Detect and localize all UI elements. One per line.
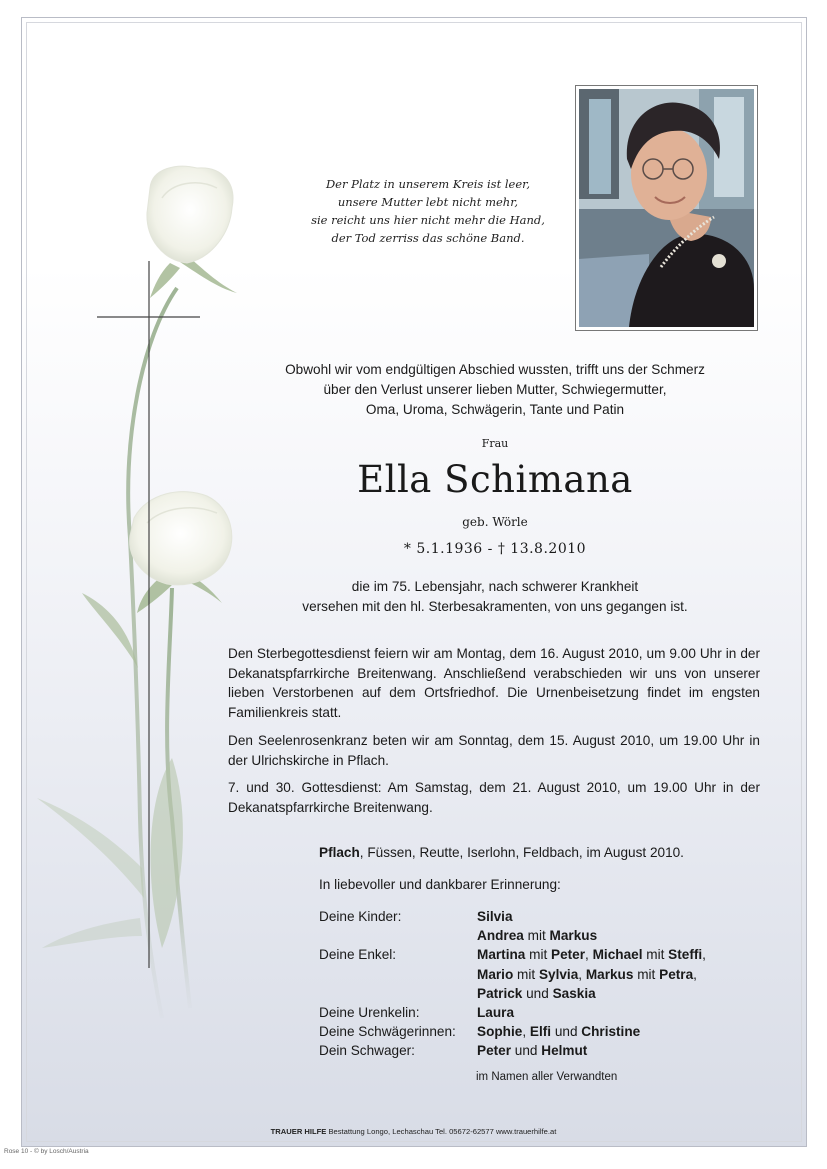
family-label [319, 965, 477, 984]
intro-line: Obwohl wir vom endgültigen Abschied wussten, trifft uns der Schmerz [285, 362, 705, 377]
life-dates: * 5.1.1936 - † 13.8.2010 [403, 541, 587, 557]
family-row [319, 907, 706, 926]
family-names [477, 926, 597, 945]
family-member-name: Andrea [477, 928, 524, 944]
family-connector: , [585, 947, 593, 963]
places-line [319, 845, 684, 860]
family-member-name: Elfi [529, 1024, 552, 1040]
family-row [319, 965, 706, 984]
family-member-name: Mario [477, 966, 514, 982]
family-connector: und [551, 1024, 582, 1040]
family-member-name: Patrick [477, 985, 523, 1001]
passing-text [200, 577, 790, 617]
poem-line: Der Platz in unserem Kreis ist leer, [325, 177, 531, 191]
family-names [477, 984, 596, 1003]
family-label [319, 926, 477, 945]
family-member-name: Silvia [477, 909, 513, 924]
family-label: Deine Urenkelin: [319, 1004, 420, 1020]
family-member-name: Petra [659, 966, 694, 982]
portrait-photo [575, 85, 758, 331]
places-rest: , Füssen, Reutte, Iserlohn, Feldbach, im August 2010. [359, 845, 684, 860]
family-member-name: Martina [477, 947, 526, 963]
family-member-name: Steffi [668, 947, 703, 963]
memory-line: In liebevoller und dankbarer Erinnerung: [319, 877, 561, 892]
family-member-name: Saskia [552, 985, 596, 1001]
family-member-name: Sophie [477, 1024, 523, 1040]
family-connector: , [522, 1024, 530, 1040]
relatives-line: im Namen aller Verwandten [476, 1071, 618, 1083]
family-member-name: Markus [585, 966, 634, 982]
family-row [319, 984, 706, 1003]
intro-text [180, 360, 810, 420]
memorial-mass-paragraph: 7. und 30. Gottesdienst: Am Samstag, dem 21. August 2010, um 19.00 Uhr in der Dekanatspfarrkirche Breitenwang. [228, 780, 760, 815]
family-row [319, 926, 706, 945]
footer-brand: TRAUER HILFE [270, 1127, 327, 1136]
family-connector: , [702, 947, 706, 963]
family-names [477, 1003, 514, 1022]
family-label: Dein Schwager: [319, 1043, 415, 1059]
family-names [477, 945, 706, 964]
family-member-name: Peter [477, 1043, 512, 1059]
family-member-name: Peter [551, 947, 586, 963]
family-names [477, 1022, 640, 1041]
family-member-name: Laura [477, 1004, 515, 1020]
poem-line: sie reicht uns hier nicht mehr die Hand, [311, 213, 545, 227]
family-names [477, 965, 697, 984]
family-row [319, 1003, 706, 1022]
family-row [319, 1041, 706, 1060]
family-member-name: Helmut [541, 1043, 588, 1059]
family-connector: , [578, 966, 586, 982]
passing-line: die im 75. Lebensjahr, nach schwerer Krankheit [351, 579, 639, 594]
template-code: Rose 10 - © by Losch/Austria [4, 1148, 89, 1155]
family-row [319, 1022, 706, 1041]
family-connector: mit [642, 947, 669, 963]
funeral-service-paragraph: Den Sterbegottesdienst feiern wir am Montag, dem 16. August 2010, um 9.00 Uhr in der Dekanatspfarrkirche Breitenwang. Anschließend verabschieden wir uns von unserer lieben Verstorbenen auf dem Ortsfriedhof. Die Urnenbeisetzung findet im engsten Familienkreis statt. [228, 646, 760, 720]
family-connector: mit [513, 966, 539, 982]
family-label: Deine Kinder: [319, 909, 402, 924]
family-label: Deine Schwägerinnen: [319, 1024, 456, 1040]
family-member-name: Sylvia [538, 966, 579, 982]
deceased-name: Ella Schimana [357, 458, 633, 501]
intro-line: über den Verlust unserer lieben Mutter, Schwiegermutter, [323, 382, 667, 397]
family-names [477, 907, 513, 926]
intro-line: Oma, Uroma, Schwägerin, Tante und Patin [365, 402, 625, 417]
family-connector: mit [523, 928, 550, 944]
poem [258, 175, 598, 247]
family-connector: und [522, 985, 553, 1001]
family-label [319, 984, 477, 1003]
poem-line: unsere Mutter lebt nicht mehr, [337, 195, 519, 209]
poem-line: der Tod zerriss das schöne Band. [331, 231, 525, 245]
family-connector: mit [633, 966, 660, 982]
rosary-paragraph: Den Seelenrosenkranz beten wir am Sonntag, dem 15. August 2010, um 19.00 Uhr in der Ulrichskirche in Pflach. [228, 733, 760, 768]
footer-text: Bestattung Longo, Lechaschau Tel. 05672-62577 www.trauerhilfe.at [326, 1127, 557, 1136]
place-first: Pflach [319, 845, 360, 860]
family-connector: und [511, 1043, 542, 1059]
family-names [477, 1041, 587, 1060]
family-row [319, 945, 706, 964]
portrait-image [579, 89, 754, 327]
family-list [319, 907, 706, 1061]
family-member-name: Christine [581, 1024, 641, 1040]
footer [0, 1127, 827, 1136]
family-label: Deine Enkel: [319, 947, 397, 963]
family-connector: , [693, 966, 697, 982]
salutation: Frau [481, 437, 509, 450]
birth-name: geb. Wörle [462, 515, 528, 529]
family-member-name: Markus [549, 928, 598, 944]
passing-line: versehen mit den hl. Sterbesakramenten, von uns gegangen ist. [302, 599, 688, 614]
family-connector: mit [525, 947, 552, 963]
family-member-name: Michael [592, 947, 643, 963]
